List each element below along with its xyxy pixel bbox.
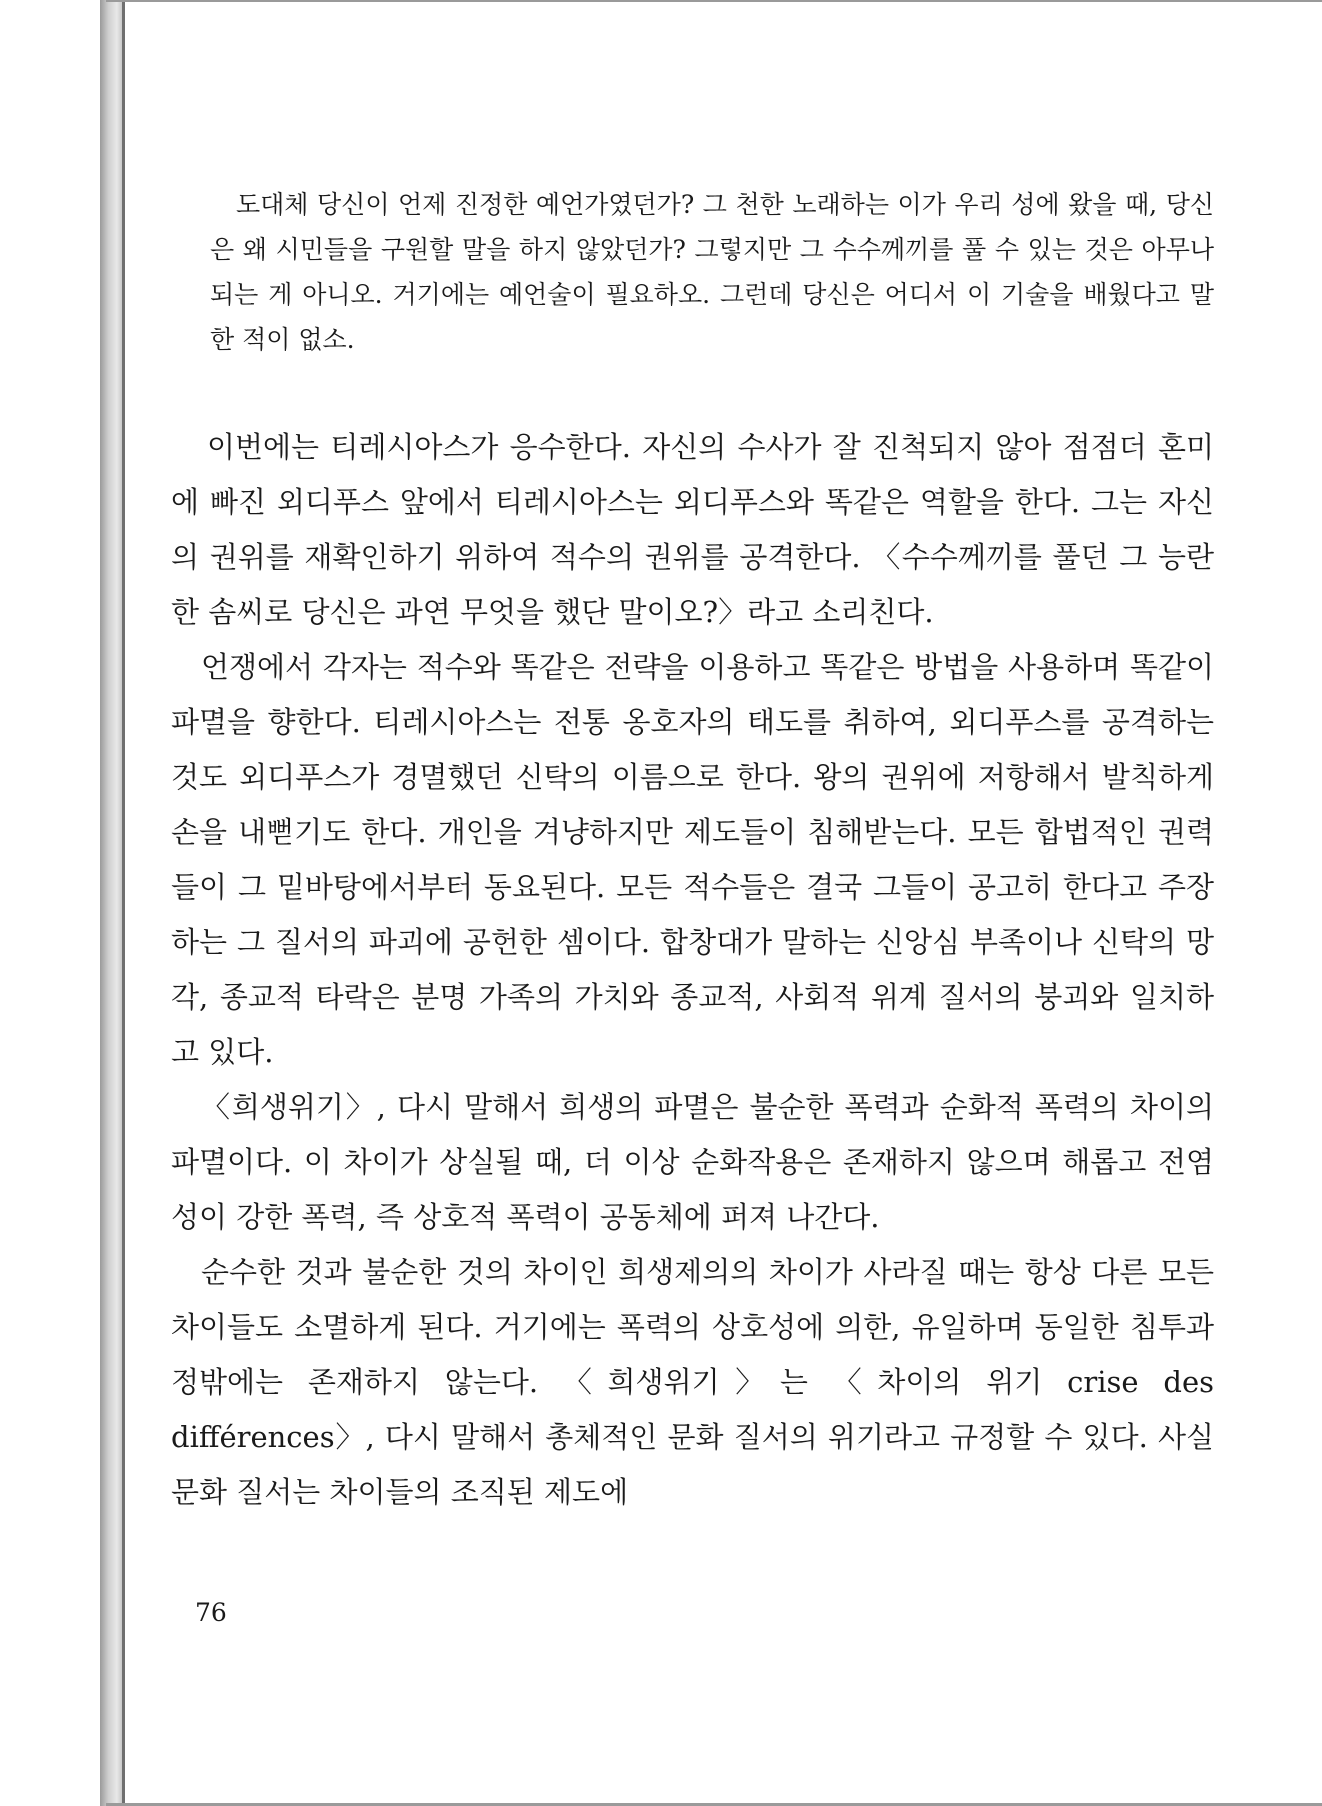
paragraph: 언쟁에서 각자는 적수와 똑같은 전략을 이용하고 똑같은 방법을 사용하며 똑같이 파멸을 향한다. 티레시아스는 전통 옹호자의 태도를 취하여, 외디푸스를 공격하는 것도 외디푸스가 경멸했던 신탁의 이름으로 한다. 왕의 권위에 저항해서 발칙하게 손을 내뻗기도 한다. 개인을 겨냥하지만 제도들이 침해받는다. 모든 합법적인 권력들이 그 밑바탕에서부터 동요된다. 모든 적수들은 결국 그들이 공고히 한다고 주장하는 그 질서의 파괴에 공헌한 셈이다. 합창대가 말하는 신앙심 부족이나 신탁의 망각, 종교적 타락은 분명 가족의 가치와 종교적, 사회적 위계 질서의 붕괴와 일치하고 있다.: [171, 650, 1214, 1069]
block-quote: [210, 182, 1214, 362]
paragraph: 순수한 것과 불순한 것의 차이인 희생제의의 차이가 사라질 때는 항상 다른 모든 차이들도 소멸하게 된다. 거기에는 폭력의 상호성에 의한, 유일하며 동일한 침투과정밖에는 존재하지 않는다. 〈희생위기〉는 〈차이의 위기 crise des différences〉, 다시 말해서 총체적인 문화 질서의 위기라고 규정할 수 있다. 사실 문화 질서는 차이들의 조직된 제도에: [171, 1255, 1214, 1509]
quote-text: 도대체 당신이 언제 진정한 예언가였던가? 그 천한 노래하는 이가 우리 성에 왔을 때, 당신은 왜 시민들을 구원할 말을 하지 않았던가? 그렇지만 그 수수께끼를 풀 수 있는 것은 아무나 되는 게 아니오. 거기에는 예언술이 필요하오. 그런데 당신은 어디서 이 기술을 배웠다고 말한 적이 없소.: [210, 190, 1214, 354]
page-number: 76: [195, 1598, 227, 1627]
paragraph: 〈희생위기〉, 다시 말해서 희생의 파멸은 불순한 폭력과 순화적 폭력의 차이의 파멸이다. 이 차이가 상실될 때, 더 이상 순화작용은 존재하지 않으며 해롭고 전염성이 강한 폭력, 즉 상호적 폭력이 공동체에 퍼져 나간다.: [171, 1090, 1214, 1234]
body-text: [171, 420, 1214, 1520]
paragraph: 이번에는 티레시아스가 응수한다. 자신의 수사가 잘 진척되지 않아 점점더 혼미에 빠진 외디푸스 앞에서 티레시아스는 외디푸스와 똑같은 역할을 한다. 그는 자신의 권위를 재확인하기 위하여 적수의 권위를 공격한다. 〈수수께끼를 풀던 그 능란한 솜씨로 당신은 과연 무엇을 했단 말이오?〉라고 소리친다.: [171, 430, 1214, 629]
page-edge: [100, 0, 124, 1806]
